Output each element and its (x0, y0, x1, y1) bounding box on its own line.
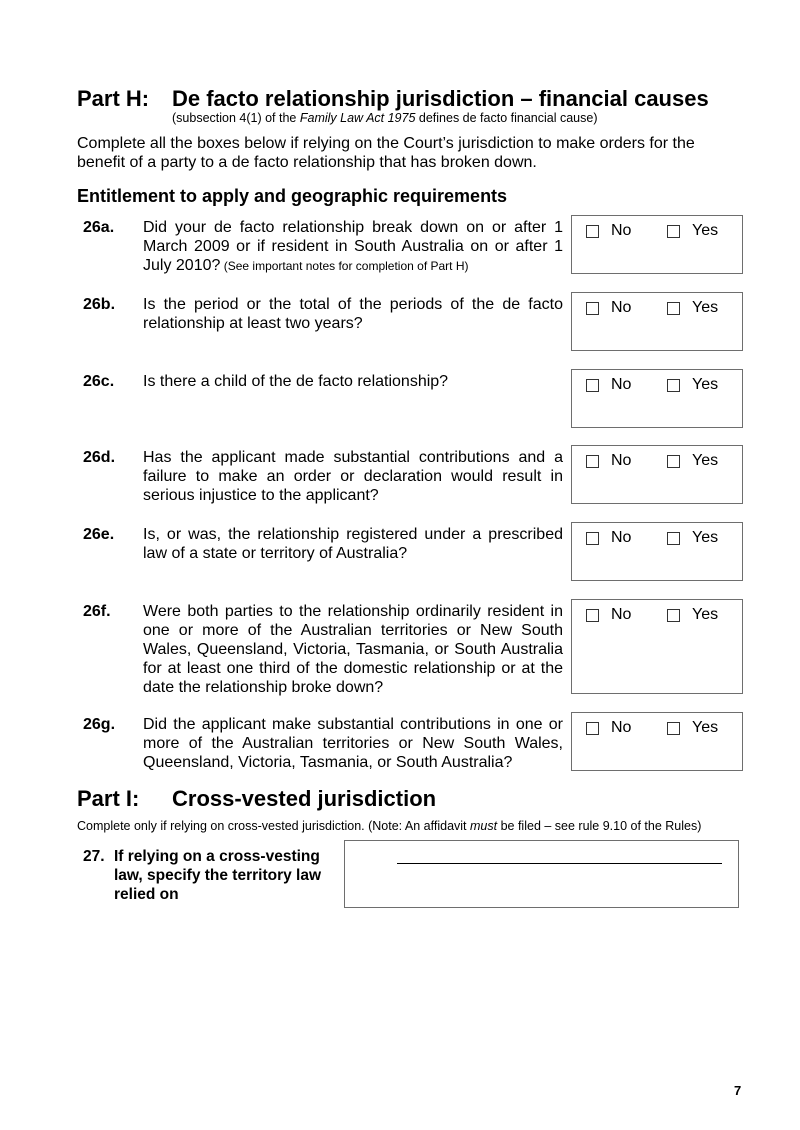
question-number: 26a. (83, 219, 115, 236)
question-number: 26f. (83, 603, 111, 620)
question-text-main: Were both parties to the relationship ordinarily resident in one or more of the Australian territories or New South Wales, Queensland, Victoria, Tasmania, or South Australia for at least one third of the domestic relationship or at the date the relationship broke down? (143, 603, 563, 696)
option-yes[interactable] (667, 222, 718, 240)
question-text (143, 602, 563, 697)
q27-answer-box[interactable] (344, 840, 739, 908)
section-heading: Entitlement to apply and geographic requirements (77, 186, 508, 206)
yes-checkbox[interactable] (667, 722, 680, 735)
no-label: No (611, 719, 632, 736)
no-label: No (611, 299, 632, 316)
no-checkbox[interactable] (586, 379, 599, 392)
no-checkbox[interactable] (586, 532, 599, 545)
yes-label: Yes (692, 222, 719, 239)
question-text (143, 372, 563, 391)
part-h-intro: Complete all the boxes below if relying on the Court’s jurisdiction to make orders for the benefit of a party to a de facto relationship that has broken down. (77, 135, 695, 171)
answer-box (571, 292, 743, 351)
question-text (143, 525, 563, 563)
yes-checkbox[interactable] (667, 532, 680, 545)
question-text (143, 218, 563, 276)
yes-label: Yes (692, 719, 719, 736)
question-text-main: Did the applicant make substantial contributions in one or more of the Australian territories or New South Wales, Queensland, Victoria, Tasmania, or South Australia? (143, 716, 563, 771)
q27-number: 27. (83, 848, 105, 865)
question-number: 26g. (83, 716, 116, 733)
no-label: No (611, 529, 632, 546)
no-checkbox[interactable] (586, 609, 599, 622)
question-text (143, 448, 563, 505)
question-number: 26c. (83, 373, 115, 390)
question-text (143, 295, 563, 333)
question-number: 26e. (83, 526, 115, 543)
option-yes[interactable] (667, 719, 718, 737)
no-label: No (611, 606, 632, 623)
option-yes[interactable] (667, 299, 718, 317)
q27-answer-value[interactable] (397, 847, 722, 863)
no-label: No (611, 376, 632, 393)
part-i-label: Part I: (77, 786, 140, 811)
option-no[interactable] (586, 452, 631, 470)
yes-label: Yes (692, 606, 719, 623)
question-number: 26d. (83, 449, 116, 466)
question-note: (See important notes for completion of Part H) (220, 259, 469, 273)
answer-box (571, 369, 743, 428)
question-text (143, 715, 563, 772)
yes-checkbox[interactable] (667, 455, 680, 468)
question-number: 26b. (83, 296, 116, 313)
yes-label: Yes (692, 299, 719, 316)
yes-checkbox[interactable] (667, 609, 680, 622)
part-h-title: De facto relationship jurisdiction – financial causes (172, 86, 709, 111)
answer-box (571, 445, 743, 504)
question-text-main: Is there a child of the de facto relationship? (143, 373, 449, 390)
question-text-main: Did your de facto relationship break down on or after 1 March 2009 or if resident in South Australia on or after 1 July 2010? (143, 219, 563, 274)
no-checkbox[interactable] (586, 455, 599, 468)
part-h-label: Part H: (77, 86, 150, 111)
q27-text: If relying on a cross-vesting law, specify the territory law relied on (114, 848, 322, 903)
option-yes[interactable] (667, 376, 718, 394)
answer-box (571, 522, 743, 581)
yes-checkbox[interactable] (667, 302, 680, 315)
option-no[interactable] (586, 606, 631, 624)
page-number: 7 (734, 1083, 742, 1098)
no-checkbox[interactable] (586, 225, 599, 238)
question-text-main: Is, or was, the relationship registered under a prescribed law of a state or territory of Australia? (143, 526, 563, 562)
yes-label: Yes (692, 376, 719, 393)
no-checkbox[interactable] (586, 302, 599, 315)
no-checkbox[interactable] (586, 722, 599, 735)
question-text-main: Has the applicant made substantial contributions and a failure to make an order or declaration would result in serious injustice to the applicant? (143, 449, 563, 504)
no-label: No (611, 452, 632, 469)
option-no[interactable] (586, 299, 631, 317)
part-i-title: Cross-vested jurisdiction (172, 786, 437, 811)
yes-label: Yes (692, 529, 719, 546)
yes-checkbox[interactable] (667, 379, 680, 392)
part-i-note: Complete only if relying on cross-vested jurisdiction. (Note: An affidavit must be filed – see rule 9.10 of the Rules) (77, 819, 702, 833)
option-no[interactable] (586, 719, 631, 737)
option-yes[interactable] (667, 606, 718, 624)
part-h-subnote: (subsection 4(1) of the Family Law Act 1975 defines de facto financial cause) (172, 111, 598, 125)
option-no[interactable] (586, 529, 631, 547)
option-yes[interactable] (667, 529, 718, 547)
no-label: No (611, 222, 632, 239)
question-text-main: Is the period or the total of the periods of the de facto relationship at least two years? (143, 296, 563, 332)
answer-box (571, 599, 743, 694)
answer-box (571, 215, 743, 274)
q27-answer-line (397, 863, 722, 864)
yes-label: Yes (692, 452, 719, 469)
answer-box (571, 712, 743, 771)
yes-checkbox[interactable] (667, 225, 680, 238)
option-no[interactable] (586, 222, 631, 240)
option-no[interactable] (586, 376, 631, 394)
option-yes[interactable] (667, 452, 718, 470)
